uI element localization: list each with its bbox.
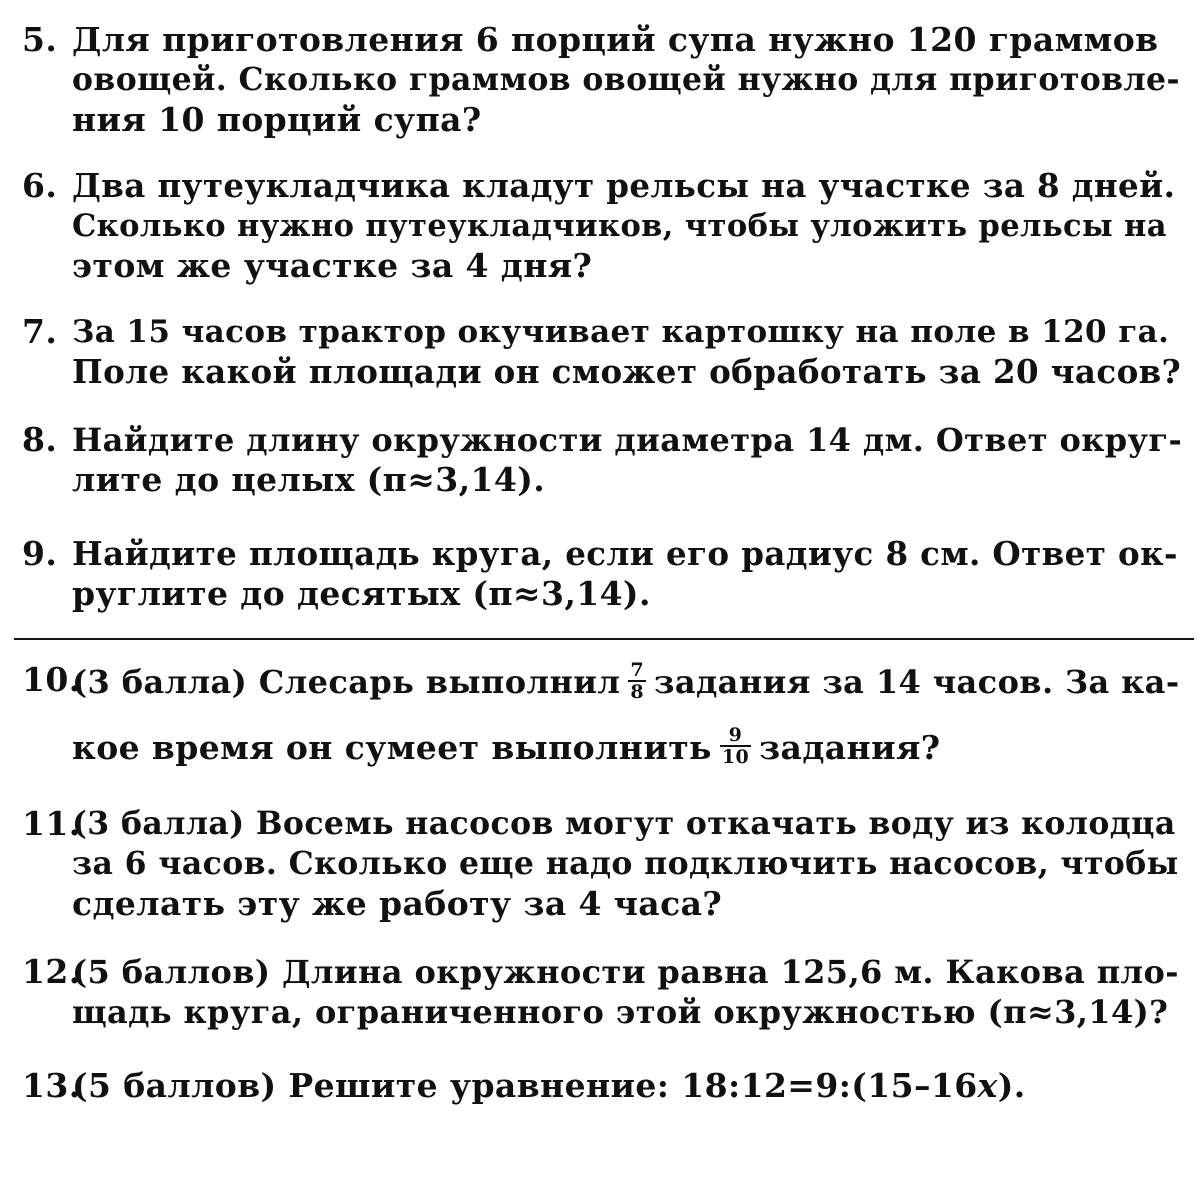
problem-text-line: за 6 часов. Сколько еще надо подключить насосов, чтобы [72,845,1179,882]
problem-text-line [22,723,1182,771]
problem-text-line: этом же участке за 4 дня? [72,246,593,285]
problem-text-line: Поле какой площади он сможет обработать за 20 часов? [72,352,1182,391]
fraction-numerator: 7 [630,658,644,681]
equation-variable: x [977,1066,998,1105]
problem-text-line: Для приготовления 6 порций супа нужно 120 граммов [72,20,1159,59]
problem-text-line: руглите до десятых (π≈3,14). [72,574,651,613]
problem-text-line: щадь круга, ограниченного этой окружностью (π≈3,14)? [72,993,1169,1031]
problem-text-line: Найдите площадь круга, если его радиус 8 см. Ответ ок- [72,534,1178,573]
problem-text-line: (5 баллов) Длина окружности равна 125,6 м. Какова пло- [72,953,1179,991]
problem-13 [22,1066,1182,1106]
fraction-numerator: 9 [720,725,751,747]
fraction-denominator: 10 [721,745,750,768]
problem-text-line [22,660,1182,706]
problem-number: 5. [22,20,58,59]
problem-text-line: овощей. Сколько граммов овощей нужно для приготовле- [72,61,1180,98]
problem-5 [22,20,1182,140]
fraction-9-10 [720,725,751,767]
problem-number: 12. [22,952,81,991]
problem-text-line: лите до целых (π≈3,14). [72,460,546,499]
problem-text-line [22,1066,1182,1106]
problem-12 [22,952,1182,1032]
problem-text: (5 баллов) Решите уравнение: 18:12=9:(15–16 [72,1066,978,1105]
problem-6 [22,166,1182,286]
problem-text-line: ния 10 порций супа? [72,100,482,139]
problem-number: 13. [22,1066,81,1105]
problem-9 [22,534,1182,614]
problem-text-line: Сколько нужно путеукладчиков, чтобы уложить рельсы на [72,208,1167,244]
problem-number: 6. [22,166,58,205]
problem-number: 8. [22,420,58,459]
problem-text-line: Два путеукладчика кладут рельсы на участке за 8 дней. [72,166,1176,205]
problem-text-line: Найдите длину окружности диаметра 14 дм. Ответ округ- [72,421,1183,459]
problem-7 [22,312,1182,392]
problem-number: 7. [22,312,58,351]
problem-text-line: сделать эту же работу за 4 часа? [72,884,723,923]
problem-10 [22,660,1182,771]
problem-number: 9. [22,534,58,573]
problem-text: задания за 14 часов. За ка- [654,663,1180,701]
problem-text: кое время он сумеет выполнить [72,727,712,767]
fraction-denominator: 8 [630,680,644,703]
problem-11 [22,804,1182,924]
problem-text: ). [997,1066,1026,1105]
problem-number: 11. [22,804,81,843]
problem-text: задания? [759,727,941,767]
problem-number: 10. [22,660,81,699]
fraction-7-8 [628,660,646,702]
problem-text-line: (3 балла) Восемь насосов могут откачать воду из колодца [72,805,1176,842]
problem-text: (3 балла) Слесарь выполнил [72,663,621,701]
problem-8 [22,420,1182,500]
section-divider [14,638,1194,640]
problem-text-line: За 15 часов трактор окучивает картошку на поле в 120 га. [72,314,1170,350]
